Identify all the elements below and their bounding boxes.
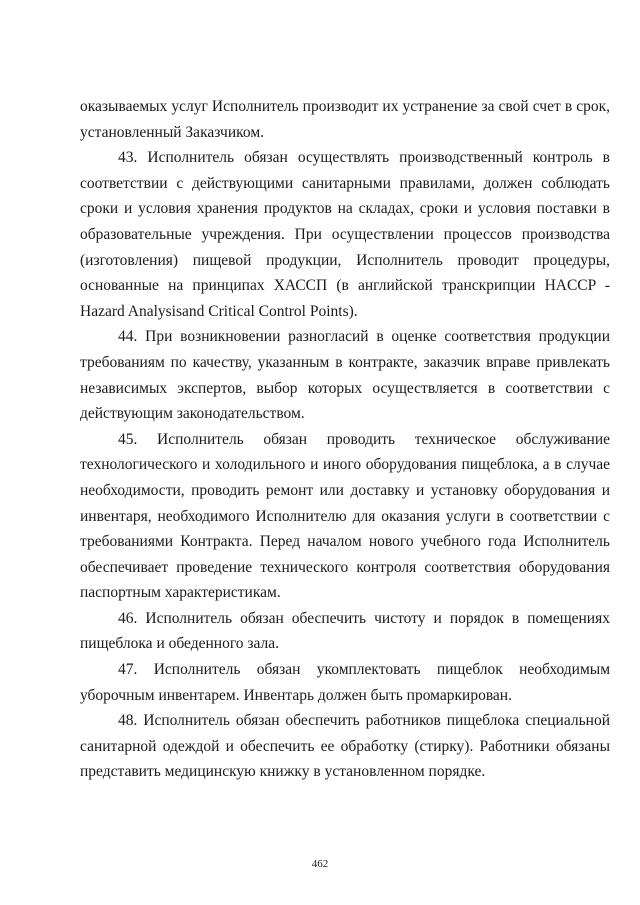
paragraph-continuation: оказываемых услуг Исполнитель производит их устранение за свой счет в срок, установленный Заказчиком. xyxy=(80,98,610,141)
page-number: 462 xyxy=(311,858,329,870)
paragraph-clause-44: 44. При возникновении разногласий в оценке соответствия продукции требованиям по качеству, указанным в контракте, заказчик вправе привлекать независимых экспертов, выбор которых осуществляется в соответствии с действующим законодательством. xyxy=(80,328,610,423)
paragraph-clause-46: 46. Исполнитель обязан обеспечить чистоту и порядок в помещениях пищеблока и обеденного зала. xyxy=(80,609,610,653)
paragraph-clause-48: 48. Исполнитель обязан обеспечить работников пищеблока специальной санитарной одеждой и обеспечить ее обработку (стирку). Работники обязаны представить медицинскую книжку в установленном порядке. xyxy=(80,712,610,781)
paragraph-clause-43: 43. Исполнитель обязан осуществлять производственный контроль в соответствии с действующими санитарными правилами, должен соблюдать сроки и условия хранения продуктов на складах, сроки и условия поставки в образовательные учреждения. При осуществлении процессов производства (изготовления) пищевой продукции, Исполнитель проводит процедуры, основанные на принципах ХАССП (в английской транскрипции HACCP - Hazard Analysisand Critical Control Points). xyxy=(80,149,610,320)
document-body xyxy=(80,94,610,785)
paragraph-clause-47: 47. Исполнитель обязан укомплектовать пищеблок необходимым уборочным инвентарем. Инвентарь должен быть промаркирован. xyxy=(80,661,610,704)
paragraph-clause-45: 45. Исполнитель обязан проводить техническое обслуживание технологического и холодильного и иного оборудования пищеблока, а в случае необходимости, проводить ремонт или доставку и установку оборудования и инвентаря, необходимого Исполнителю для оказания услуги в соответствии с требованиями Контракта. Перед началом нового учебного года Исполнитель обеспечивает проведение технического контроля соответствия оборудования паспортным характеристикам. xyxy=(80,430,610,602)
